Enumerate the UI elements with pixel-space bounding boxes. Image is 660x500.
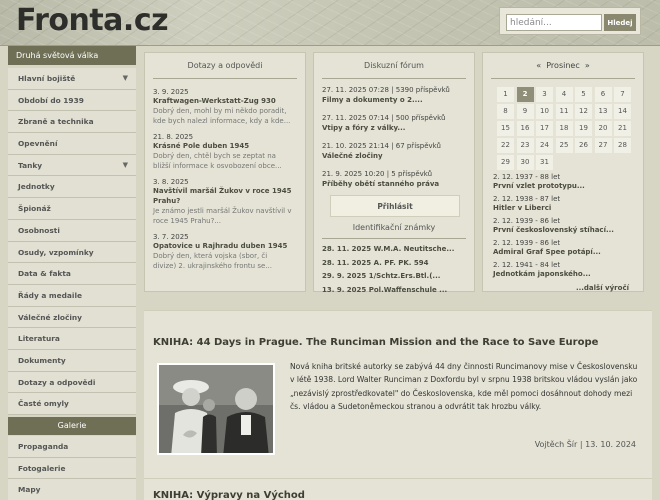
calendar-day[interactable]: 26 — [575, 138, 592, 153]
qa-entry[interactable] — [145, 133, 305, 171]
calendar-header — [491, 53, 635, 79]
sidebar-item-label: Zbraně a technika — [18, 117, 94, 127]
more-anniversaries-link[interactable]: ...další výročí — [575, 283, 629, 292]
article-text: Nová kniha britské autorky se zabývá 44 dny činnosti Runcimanovy mise v Československu v létě 1938. Lord Walter Runciman z Doxfordu byl v srpnu 1938 britskou vládou vyslán jako „nezávislý zprostředkovatel" do Československa, kde měl pomoci dosáhnout dohody mezi čs. vládou a Sudetoněmeckou stranou a odvrátit tak hrozbu války. — [290, 362, 638, 412]
calendar-day[interactable]: 6 — [595, 87, 612, 102]
anniversary-date: 2. 12. 1938 - 87 let — [493, 194, 561, 203]
calendar-day[interactable]: 4 — [556, 87, 573, 102]
qa-date: 3. 7. 2025 — [153, 233, 189, 241]
sidebar-item-label: Řády a medaile — [18, 290, 82, 300]
calendar-day[interactable]: 28 — [614, 138, 631, 153]
forum-topic[interactable]: Válečné zločiny — [322, 152, 383, 160]
calendar-day[interactable]: 30 — [517, 155, 534, 170]
calendar-day[interactable]: 7 — [614, 87, 631, 102]
qa-excerpt: Je známo jestli maršál Žukov navštívil v — [153, 207, 292, 215]
forum-entry[interactable] — [314, 85, 474, 105]
sidebar-item-label: Osobnosti — [18, 225, 60, 235]
article-photo — [159, 365, 275, 455]
ident-item[interactable]: 28. 11. 2025 A. PF. PK. 594 — [322, 258, 429, 267]
calendar-day[interactable]: 18 — [556, 121, 573, 136]
forum-meta: 21. 10. 2025 21:14 | 67 příspěvků — [322, 142, 441, 150]
forum-title: Diskuzní fórum — [322, 53, 466, 79]
sidebar-item-label: Opevnění — [18, 139, 58, 149]
anniversary-date: 2. 12. 1939 - 86 let — [493, 216, 561, 225]
article-image[interactable] — [157, 363, 275, 455]
sidebar-item-zlociny[interactable] — [8, 307, 136, 329]
chevron-down-icon: ▼ — [122, 74, 128, 82]
qa-entry-title[interactable]: Opatovice u Rajhradu duben 1945 — [153, 242, 288, 250]
calendar-day[interactable]: 10 — [536, 104, 553, 119]
qa-box — [144, 52, 306, 292]
calendar-day[interactable]: 17 — [536, 121, 553, 136]
search-box — [499, 7, 641, 35]
sidebar-item-data-fakta[interactable] — [8, 263, 136, 285]
calendar-day[interactable]: 29 — [497, 155, 514, 170]
anniversary-entry[interactable] — [483, 239, 643, 258]
sidebar-item-zbrane[interactable] — [8, 111, 136, 133]
anniversary-list — [483, 173, 643, 280]
sidebar-item-label: Propaganda — [18, 442, 69, 451]
qa-date: 3. 9. 2025 — [153, 88, 189, 96]
sidebar-item-spionaz[interactable] — [8, 198, 136, 220]
sidebar-item-obdobi[interactable] — [8, 90, 136, 112]
gallery-menu — [8, 436, 136, 500]
login-button[interactable]: Přihlásit — [330, 195, 460, 217]
sidebar-item-label: Dokumenty — [18, 355, 66, 365]
calendar-day[interactable]: 2 — [517, 87, 534, 102]
calendar-day[interactable]: 22 — [497, 138, 514, 153]
qa-date: 3. 8. 2025 — [153, 178, 189, 186]
qa-entry-title[interactable]: Krásné Pole duben 1945 — [153, 142, 250, 150]
qa-excerpt: Dobrý den, mohl by mi někdo poradit, — [153, 107, 287, 115]
ident-item[interactable]: 13. 9. 2025 Pol.Waffenschule ... — [322, 285, 448, 294]
calendar-day[interactable]: 15 — [497, 121, 514, 136]
gallery-title: Galerie — [8, 417, 136, 435]
calendar-day[interactable]: 5 — [575, 87, 592, 102]
sidebar-item-label: Mapy — [18, 485, 41, 495]
calendar-day[interactable]: 19 — [575, 121, 592, 136]
calendar-day[interactable]: 20 — [595, 121, 612, 136]
calendar-day[interactable]: 31 — [536, 155, 553, 170]
qa-entry[interactable] — [145, 233, 305, 271]
calendar-day[interactable]: 27 — [595, 138, 612, 153]
calendar-grid — [497, 87, 643, 170]
sidebar-item-osobnosti[interactable] — [8, 220, 136, 242]
sidebar-item-tanky[interactable] — [8, 155, 136, 177]
anniversary-title[interactable]: Admiral Graf Spee potápí... — [493, 248, 601, 256]
forum-meta: 27. 11. 2025 07:28 | 5390 příspěvků — [322, 86, 450, 94]
prev-month-button[interactable]: « — [536, 61, 542, 70]
qa-entry-title[interactable]: Kraftwagen-Werkstatt-Zug 930 — [153, 97, 276, 105]
qa-excerpt: kde bych nalezl informace, kdy a kde... — [153, 117, 291, 125]
qa-entry-title[interactable]: Prahu? — [153, 197, 181, 205]
sidebar-item-rady[interactable] — [8, 285, 136, 307]
next-month-button[interactable]: » — [584, 61, 590, 70]
forum-entry[interactable] — [314, 141, 474, 161]
qa-date: 21. 8. 2025 — [153, 133, 194, 141]
calendar-day[interactable]: 25 — [556, 138, 573, 153]
ident-list — [314, 243, 474, 297]
anniversary-date: 2. 12. 1937 - 88 let — [493, 172, 561, 181]
calendar-day[interactable]: 8 — [497, 104, 514, 119]
article-card — [144, 478, 652, 500]
qa-excerpt: Dobrý den, která vojska (sbor, či — [153, 252, 268, 260]
sidebar-item-osudy[interactable] — [8, 242, 136, 264]
search-button[interactable]: Hledej — [604, 14, 636, 31]
article-card — [144, 310, 652, 478]
qa-excerpt: bližší informace k osvobození obce... — [153, 162, 282, 170]
qa-title: Dotazy a odpovědi — [153, 53, 297, 79]
qa-entry[interactable] — [145, 88, 305, 126]
sidebar-title: Druhá světová válka — [8, 46, 136, 65]
sidebar-item-literatura[interactable] — [8, 328, 136, 350]
calendar-day[interactable]: 11 — [556, 104, 573, 119]
anniversary-entry[interactable] — [483, 195, 643, 214]
qa-entry-title[interactable]: Navštívil maršál Žukov v roce 1945 — [153, 187, 292, 195]
anniversary-title[interactable]: První vzlet prototypu... — [493, 182, 585, 190]
sidebar-menu — [8, 68, 136, 415]
anniversary-title[interactable]: První československý stíhací... — [493, 226, 614, 234]
qa-excerpt: Dobrý den, chtěl bych se zeptat na — [153, 152, 276, 160]
sidebar-item-label: Válečné zločiny — [18, 312, 82, 322]
calendar-day[interactable]: 24 — [536, 138, 553, 153]
calendar-day[interactable]: 12 — [575, 104, 592, 119]
calendar-day[interactable]: 1 — [497, 87, 514, 102]
anniversary-entry[interactable] — [483, 217, 643, 236]
forum-entry[interactable] — [314, 169, 474, 189]
anniversary-date: 2. 12. 1939 - 86 let — [493, 238, 561, 247]
calendar-day[interactable]: 21 — [614, 121, 631, 136]
ident-item[interactable]: 29. 9. 2025 1/Schtz.Ers.Btl.(... — [322, 272, 441, 280]
sidebar-item-label: Jednotky — [18, 182, 55, 192]
sidebar-item-label: Špionáž — [18, 204, 51, 214]
sidebar-item-label: Časté omyly — [18, 399, 69, 409]
article-date: 13. 10. 2024 — [585, 440, 636, 449]
sidebar-item-propaganda[interactable] — [8, 436, 136, 458]
article-author[interactable]: Vojtěch Šír — [534, 440, 578, 449]
sidebar-item-label: Tanky — [18, 160, 43, 170]
sidebar-item-label: Literatura — [18, 334, 60, 344]
anniversary-entry[interactable] — [483, 173, 643, 192]
sidebar-item-label: Hlavní bojiště — [18, 74, 76, 83]
sidebar-item-label: Dotazy a odpovědi — [18, 377, 96, 387]
forum-topic[interactable]: Vtipy a fóry z války... — [322, 124, 406, 132]
forum-box — [313, 52, 475, 292]
qa-entry[interactable] — [145, 178, 305, 226]
calendar-day[interactable]: 13 — [595, 104, 612, 119]
site-logo[interactable]: Fronta.cz — [16, 3, 169, 38]
sidebar-item-omyly[interactable] — [8, 393, 136, 415]
site-header — [0, 0, 660, 46]
calendar-month: Prosinec — [546, 61, 580, 70]
anniversary-title[interactable]: Hitler v Liberci — [493, 204, 552, 212]
calendar-day[interactable]: 14 — [614, 104, 631, 119]
article-title[interactable]: KNIHA: 44 Days in Prague. The Runciman Mission and the Race to Save Europe — [153, 337, 599, 348]
calendar-day[interactable]: 9 — [517, 104, 534, 119]
sidebar-item-label: Období do 1939 — [18, 95, 84, 105]
forum-meta: 27. 11. 2025 07:14 | 500 příspěvků — [322, 114, 446, 122]
sidebar-item-hlavni-bojiste[interactable] — [8, 68, 136, 90]
anniversary-date: 2. 12. 1941 - 84 let — [493, 260, 561, 269]
sidebar-item-mapy[interactable] — [8, 479, 136, 500]
calendar-day[interactable]: 23 — [517, 138, 534, 153]
sidebar — [8, 46, 136, 500]
sidebar-item-label: Fotogalerie — [18, 463, 66, 473]
sidebar-item-label: Osudy, vzpomínky — [18, 247, 94, 257]
qa-excerpt: roce 1945 Prahu?... — [153, 217, 221, 225]
forum-entry[interactable] — [314, 113, 474, 133]
forum-topic[interactable]: Filmy a dokumenty o 2.... — [322, 96, 423, 104]
ident-item[interactable]: 28. 11. 2025 W.M.A. Neutitsche... — [322, 245, 455, 253]
sidebar-item-opevneni[interactable] — [8, 133, 136, 155]
calendar-day[interactable]: 3 — [536, 87, 553, 102]
ident-title: Identifikační známky — [322, 223, 466, 239]
calendar-box — [482, 52, 644, 292]
forum-topic[interactable]: Příběhy obětí stanného práva — [322, 180, 440, 188]
forum-meta: 21. 9. 2025 10:20 | 5 příspěvků — [322, 170, 433, 178]
chevron-down-icon: ▼ — [122, 160, 128, 169]
qa-excerpt: divize) 2. ukrajinského frontu se... — [153, 262, 272, 270]
sidebar-item-label: Data & fakta — [18, 269, 71, 279]
search-input[interactable] — [506, 14, 602, 31]
sidebar-item-dotazy[interactable] — [8, 372, 136, 394]
anniversary-title[interactable]: Jednotkám japonského... — [493, 270, 591, 278]
sidebar-item-jednotky[interactable] — [8, 176, 136, 198]
anniversary-entry[interactable] — [483, 261, 643, 280]
article-title[interactable]: KNIHA: Výpravy na Východ — [153, 490, 305, 500]
article-meta: Vojtěch Šír | 13. 10. 2024 — [534, 440, 636, 449]
sidebar-item-dokumenty[interactable] — [8, 350, 136, 372]
calendar-day[interactable]: 16 — [517, 121, 534, 136]
sidebar-item-fotogalerie[interactable] — [8, 458, 136, 480]
